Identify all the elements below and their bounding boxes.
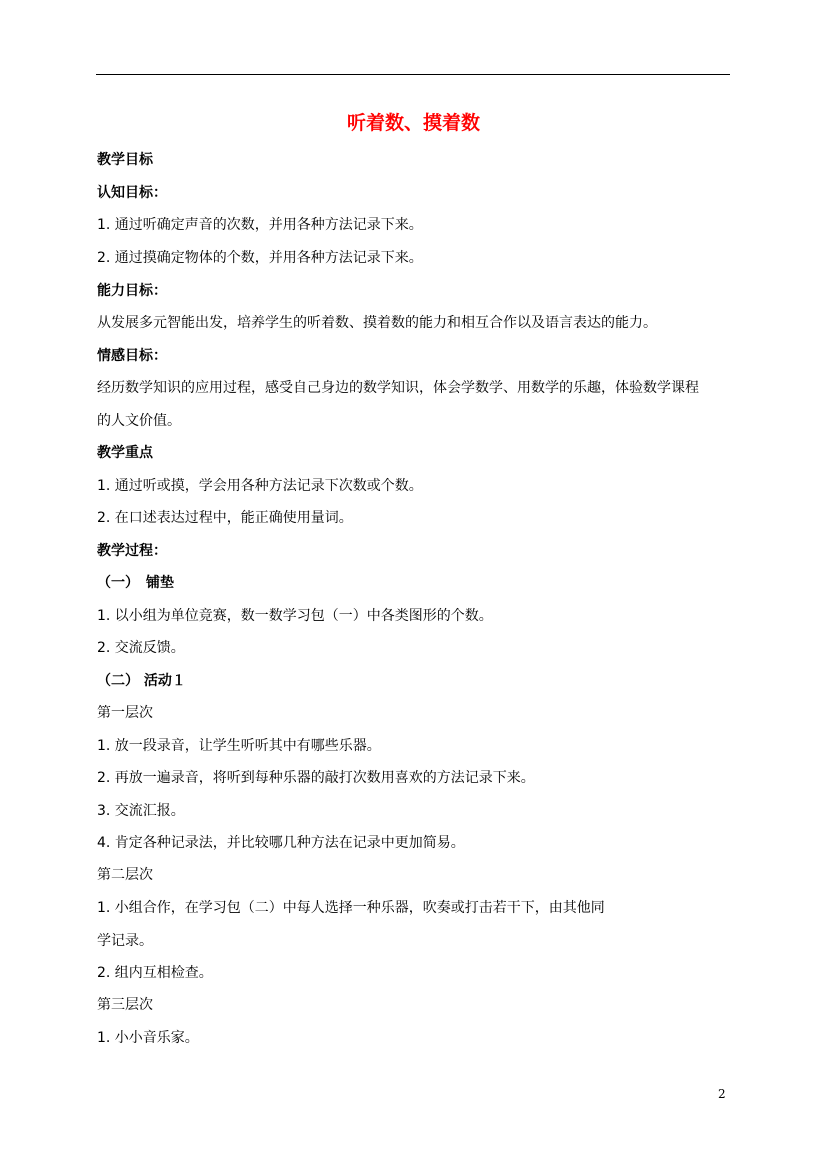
header-rule [96,74,730,75]
subheading-ability-goals: 能力目标： [97,283,167,299]
paragraph-line: 从发展多元智能出发，培养学生的听着数、摸着数的能力和相互合作以及语言表达的能力。 [97,315,657,331]
section-heading-teaching-goals: 教学目标 [97,152,153,168]
level-heading: 第三层次 [97,997,153,1013]
section-heading-teaching-process: 教学过程： [97,543,167,559]
paragraph-line: 3. 交流汇报。 [97,803,185,819]
subheading-emotional-goals: 情感目标： [97,348,167,364]
paragraph-line: 1. 小小音乐家。 [97,1030,199,1046]
page-number: 2 [718,1087,726,1101]
paragraph-line: 2. 组内互相检查。 [97,965,213,981]
paragraph-line: 2. 通过摸确定物体的个数，并用各种方法记录下来。 [97,250,423,266]
document-title: 听着数、摸着数 [346,112,480,134]
paragraph-line: 1. 通过听确定声音的次数，并用各种方法记录下来。 [97,217,423,233]
paragraph-line: 的人文价值。 [97,413,181,429]
paragraph-line: 2. 交流反馈。 [97,640,185,656]
paragraph-line: 1. 小组合作，在学习包（二）中每人选择一种乐器，吹奏或打击若干下，由其他同 [97,900,605,916]
subheading-part-two: （二） 活动１ [97,673,186,689]
level-heading: 第一层次 [97,705,153,721]
paragraph-line: 经历数学知识的应用过程，感受自己身边的数学知识，体会学数学、用数学的乐趣，体验数学课程 [97,380,699,396]
section-heading-key-points: 教学重点 [97,445,153,461]
subheading-cognitive-goals: 认知目标： [97,185,167,201]
paragraph-line: 1. 以小组为单位竞赛，数一数学习包（一）中各类图形的个数。 [97,608,493,624]
paragraph-line: 2. 在口述表达过程中，能正确使用量词。 [97,510,353,526]
paragraph-line: 1. 放一段录音，让学生听听其中有哪些乐器。 [97,738,381,754]
paragraph-line: 1. 通过听或摸，学会用各种方法记录下次数或个数。 [97,478,423,494]
level-heading: 第二层次 [97,867,153,883]
paragraph-line: 学记录。 [97,933,153,949]
paragraph-line: 4. 肯定各种记录法，并比较哪几种方法在记录中更加简易。 [97,835,465,851]
subheading-part-one: （一） 铺垫 [97,575,174,591]
paragraph-line: 2. 再放一遍录音，将听到每种乐器的敲打次数用喜欢的方法记录下来。 [97,770,535,786]
